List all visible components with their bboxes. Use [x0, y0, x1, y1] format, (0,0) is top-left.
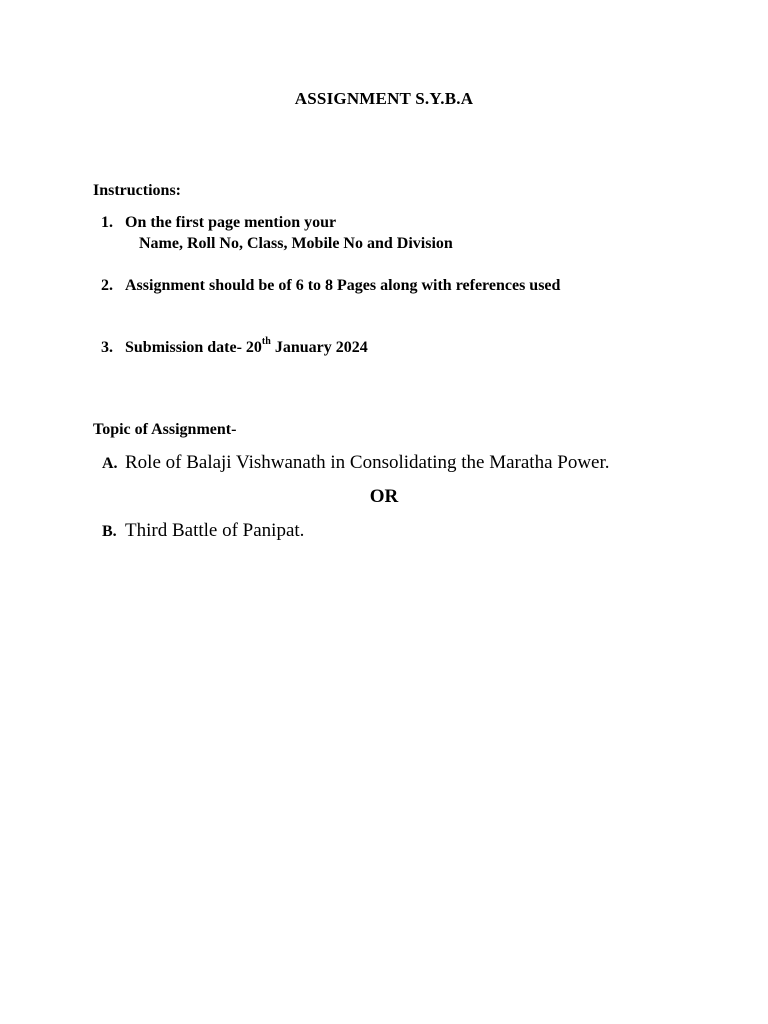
topic-heading: Topic of Assignment- — [93, 421, 237, 438]
instruction-item-1-line2: Name, Roll No, Class, Mobile No and Division — [139, 235, 453, 252]
topic-letter: B. — [102, 523, 117, 540]
instructions-heading: Instructions: — [93, 182, 182, 199]
document-title: ASSIGNMENT S.Y.B.A — [294, 89, 474, 108]
topic-letter: A. — [102, 455, 118, 472]
instruction-text: On the first page mention your — [125, 214, 337, 231]
topic-text: Third Battle of Panipat. — [125, 520, 305, 541]
submission-date-suffix: January 2024 — [270, 339, 368, 356]
instruction-number: 1. — [101, 214, 113, 231]
ordinal-suffix: th — [261, 336, 271, 347]
instruction-text: Assignment should be of 6 to 8 Pages along with references used — [125, 277, 561, 294]
or-separator: OR — [369, 486, 399, 507]
topic-text: Role of Balaji Vishwanath in Consolidating the Maratha Power. — [125, 452, 610, 473]
instruction-number: 2. — [101, 277, 113, 294]
submission-date-prefix: Submission date- 20 — [125, 339, 262, 356]
instruction-text — [125, 336, 368, 357]
instruction-number: 3. — [101, 339, 113, 356]
